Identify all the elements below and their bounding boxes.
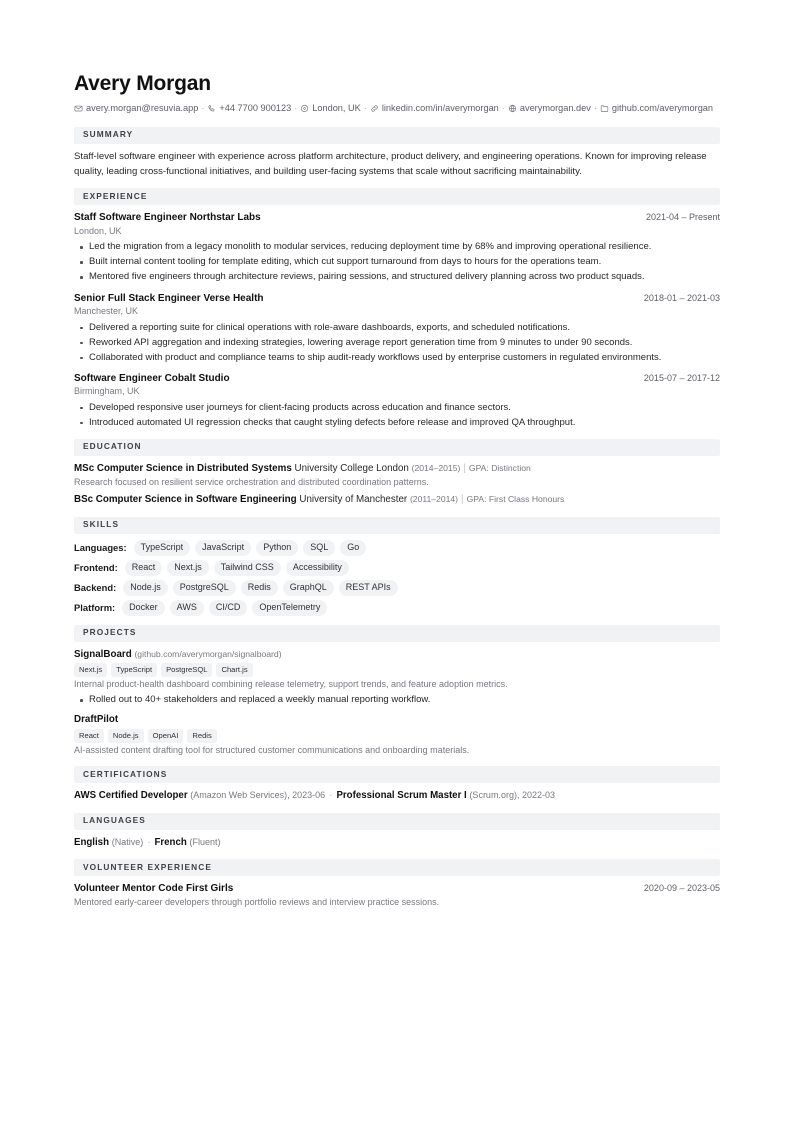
- project-tech-chip: OpenAI: [148, 729, 184, 743]
- experience-bullet: Mentored five engineers through architecture reviews, pairing sessions, and structured delivery planning across two product squads.: [89, 270, 720, 284]
- education-note: Research focused on resilient service orchestration and distributed coordination patterns.: [74, 476, 429, 487]
- project-bullet: Rolled out to 40+ stakeholders and replaced a weekly manual reporting workflow.: [89, 693, 720, 707]
- section-header-certifications: [74, 766, 720, 783]
- certification-name: Professional Scrum Master I: [336, 790, 467, 802]
- volunteer-list: [74, 882, 720, 909]
- summary-text: Staff-level software engineer with experience across platform architecture, product delivery, and engineering operations. Known for improving release quality, leading cross-functional initiatives, and building user-facing systems that scale without sacrificing maintainability.: [74, 150, 707, 177]
- language-level: (Native): [111, 836, 144, 847]
- skills-list: [74, 540, 720, 616]
- location-pin-icon: [300, 103, 309, 118]
- project-tech-chip: React: [74, 729, 104, 743]
- volunteer-entry-head: [74, 882, 720, 896]
- section-title: LANGUAGES: [83, 815, 146, 826]
- experience-dates: 2018-01 – 2021-03: [643, 292, 720, 303]
- section-title: SKILLS: [83, 519, 120, 530]
- experience-bullet: Led the migration from a legacy monolith to modular services, reducing deployment time by 68% and improving operational resilience.: [89, 240, 720, 254]
- skill-chip: Tailwind CSS: [214, 560, 281, 576]
- experience-entry-head: [74, 292, 720, 306]
- section-title: EDUCATION: [83, 441, 142, 452]
- section-title: PROJECTS: [83, 627, 137, 638]
- experience-entry: [74, 372, 720, 430]
- projects-list: [74, 648, 720, 758]
- language-entry: [74, 837, 143, 848]
- skill-category-label: Frontend:: [74, 562, 118, 574]
- language-level: (Fluent): [189, 836, 221, 847]
- contact-text: +44 7700 900123: [219, 103, 292, 114]
- languages-list: [74, 836, 720, 851]
- section-header-experience: [74, 188, 720, 205]
- project-head: [74, 648, 720, 662]
- section-header-languages: [74, 813, 720, 830]
- experience-company: Cobalt Studio: [164, 372, 230, 384]
- language-name: English: [74, 836, 109, 848]
- section-header-projects: [74, 625, 720, 642]
- education-degree: BSc Computer Science in Software Engineering: [74, 494, 297, 506]
- language-name: French: [154, 836, 187, 848]
- skill-chip: AWS: [170, 600, 204, 616]
- skill-chip: TypeScript: [134, 540, 191, 556]
- skill-chip: REST APIs: [339, 580, 398, 596]
- project-tech-chip: PostgreSQL: [161, 663, 212, 677]
- certification-entry: [336, 790, 555, 801]
- project-tech-chip: TypeScript: [111, 663, 157, 677]
- education-line: [74, 462, 720, 476]
- skill-chip: React: [125, 560, 163, 576]
- project-head: [74, 713, 720, 727]
- volunteer-organization: Code First Girls: [158, 883, 234, 895]
- section-title: VOLUNTEER EXPERIENCE: [83, 861, 212, 872]
- education-school: University College London: [294, 462, 409, 474]
- resume-header: [74, 72, 720, 118]
- contact-list: [74, 101, 720, 118]
- skill-chip: Next.js: [167, 560, 209, 576]
- experience-bullet: Introduced automated UI regression checks that caught styling defects before release and improved QA throughput.: [89, 416, 720, 430]
- experience-bullet: Delivered a reporting suite for clinical operations with role-aware dashboards, exports, and scheduled notifications.: [89, 321, 720, 335]
- section-header-volunteer: [74, 859, 720, 876]
- contact-item[interactable]: [74, 103, 198, 113]
- education-divider: |: [461, 494, 464, 506]
- language-entry: [154, 837, 220, 848]
- project-tech-chip: Redis: [187, 729, 216, 743]
- contact-text: London, UK: [312, 103, 361, 114]
- section-title: CERTIFICATIONS: [83, 768, 168, 779]
- contact-separator: ·: [201, 103, 205, 114]
- experience-bullets: [74, 240, 720, 284]
- experience-bullets: [74, 401, 720, 430]
- contact-text: github.com/averymorgan: [611, 103, 714, 114]
- volunteer-dates: 2020-09 – 2023-05: [643, 883, 720, 894]
- project-entry: [74, 713, 720, 757]
- experience-bullet: Developed responsive user journeys for client-facing products across education and finance sectors.: [89, 401, 720, 415]
- experience-dates: 2015-07 – 2017-12: [643, 372, 720, 383]
- repository-icon: [600, 103, 609, 118]
- contact-item[interactable]: [370, 103, 499, 113]
- section-title: SUMMARY: [83, 129, 134, 140]
- education-gpa: GPA: First Class Honours: [466, 494, 565, 505]
- experience-location: Manchester, UK: [74, 306, 139, 317]
- experience-entry: [74, 211, 720, 284]
- project-entry: [74, 648, 720, 708]
- contact-separator: ·: [593, 103, 597, 114]
- experience-bullet: Reworked API aggregation and indexing strategies, lowering average report generation time from 9 minutes to under 90 seconds.: [89, 336, 720, 350]
- project-description: AI-assisted content drafting tool for structured customer communications and onboarding materials.: [74, 744, 470, 755]
- project-tech-chip: Node.js: [108, 729, 144, 743]
- contact-item[interactable]: [300, 103, 361, 113]
- skill-chip: Go: [340, 540, 366, 556]
- link-icon: [370, 103, 379, 118]
- certification-entry: [74, 790, 325, 801]
- skill-chip: CI/CD: [209, 600, 248, 616]
- education-years: (2011–2014): [409, 494, 459, 505]
- contact-separator: ·: [363, 103, 367, 114]
- education-entry: [74, 493, 720, 507]
- phone-icon: [207, 103, 216, 118]
- candidate-name: Avery Morgan: [74, 72, 211, 95]
- experience-location: Birmingham, UK: [74, 386, 140, 397]
- skill-row: [74, 580, 720, 596]
- skill-chip: GraphQL: [283, 580, 334, 596]
- project-tech-list: [74, 729, 720, 743]
- contact-separator: ·: [294, 103, 298, 114]
- experience-list: [74, 211, 720, 429]
- contact-item[interactable]: [600, 103, 713, 113]
- skill-chip: Python: [256, 540, 298, 556]
- skill-row: [74, 560, 720, 576]
- contact-item[interactable]: [207, 103, 291, 113]
- project-name: SignalBoard: [74, 648, 132, 660]
- education-years: (2014–2015): [411, 462, 461, 473]
- section-header-education: [74, 439, 720, 456]
- education-entry: [74, 462, 720, 490]
- experience-company: Northstar Labs: [189, 212, 261, 224]
- skill-category-label: Languages:: [74, 542, 127, 554]
- education-list: [74, 462, 720, 508]
- contact-text: avery.morgan@resuvia.app: [86, 103, 199, 114]
- experience-role-company: Software Engineer Cobalt Studio: [74, 372, 230, 384]
- education-school: University of Manchester: [299, 494, 408, 506]
- skill-chip: SQL: [303, 540, 335, 556]
- volunteer-description: Mentored early-career developers through portfolio reviews and interview practice sessions.: [74, 896, 440, 907]
- skill-chip: Node.js: [123, 580, 168, 596]
- envelope-icon: [74, 103, 83, 118]
- experience-dates: 2021-04 – Present: [645, 212, 720, 223]
- certification-name: AWS Certified Developer: [74, 790, 188, 802]
- contact-text: linkedin.com/in/averymorgan: [381, 103, 499, 114]
- education-degree: MSc Computer Science in Distributed Systems: [74, 462, 292, 474]
- experience-role-company: Senior Full Stack Engineer Verse Health: [74, 292, 264, 304]
- globe-icon: [508, 103, 517, 118]
- skill-category-label: Backend:: [74, 582, 117, 594]
- project-tech-chip: Next.js: [74, 663, 107, 677]
- volunteer-role-organization: Volunteer Mentor Code First Girls: [74, 883, 234, 895]
- list-separator: ·: [147, 836, 151, 848]
- skill-category-label: Platform:: [74, 602, 116, 614]
- experience-bullets: [74, 321, 720, 365]
- project-tech-chip: Chart.js: [216, 663, 252, 677]
- experience-entry-head: [74, 372, 720, 386]
- section-title: EXPERIENCE: [83, 190, 148, 201]
- skill-chip: JavaScript: [195, 540, 251, 556]
- contact-item[interactable]: [508, 103, 591, 113]
- project-bullets: [74, 693, 720, 707]
- experience-entry-head: [74, 211, 720, 225]
- education-gpa: GPA: Distinction: [468, 462, 531, 473]
- certification-issuer: (Scrum.org), 2022-03: [469, 790, 555, 801]
- experience-bullet: Built internal content tooling for template editing, which cut support turnaround from days to hours for the operations team.: [89, 255, 720, 269]
- skill-row: [74, 600, 720, 616]
- skill-chip: PostgreSQL: [173, 580, 236, 596]
- contact-separator: ·: [501, 103, 505, 114]
- certification-issuer: (Amazon Web Services), 2023-06: [190, 790, 326, 801]
- project-name: DraftPilot: [74, 714, 119, 726]
- experience-location: London, UK: [74, 225, 122, 236]
- experience-role-company: Staff Software Engineer Northstar Labs: [74, 212, 261, 224]
- list-separator: ·: [329, 790, 333, 802]
- education-line: [74, 493, 720, 507]
- section-header-summary: [74, 127, 720, 144]
- skill-chip: Accessibility: [286, 560, 349, 576]
- section-header-skills: [74, 517, 720, 534]
- contact-text: averymorgan.dev: [519, 103, 591, 114]
- education-divider: |: [463, 462, 466, 474]
- experience-bullet: Collaborated with product and compliance teams to ship audit-ready workflows used by enterprise customers in regulated environments.: [89, 351, 720, 365]
- experience-company: Verse Health: [203, 292, 264, 304]
- skill-row: [74, 540, 720, 556]
- volunteer-entry: [74, 882, 720, 909]
- experience-entry: [74, 292, 720, 365]
- skill-chip: OpenTelemetry: [252, 600, 327, 616]
- skill-chip: Docker: [122, 600, 165, 616]
- certifications-list: [74, 789, 720, 804]
- skill-chip: Redis: [241, 580, 278, 596]
- project-description: Internal product-health dashboard combining release telemetry, support trends, and feature adoption metrics.: [74, 678, 508, 689]
- project-tech-list: [74, 663, 720, 677]
- project-url[interactable]: (github.com/averymorgan/signalboard): [134, 648, 282, 659]
